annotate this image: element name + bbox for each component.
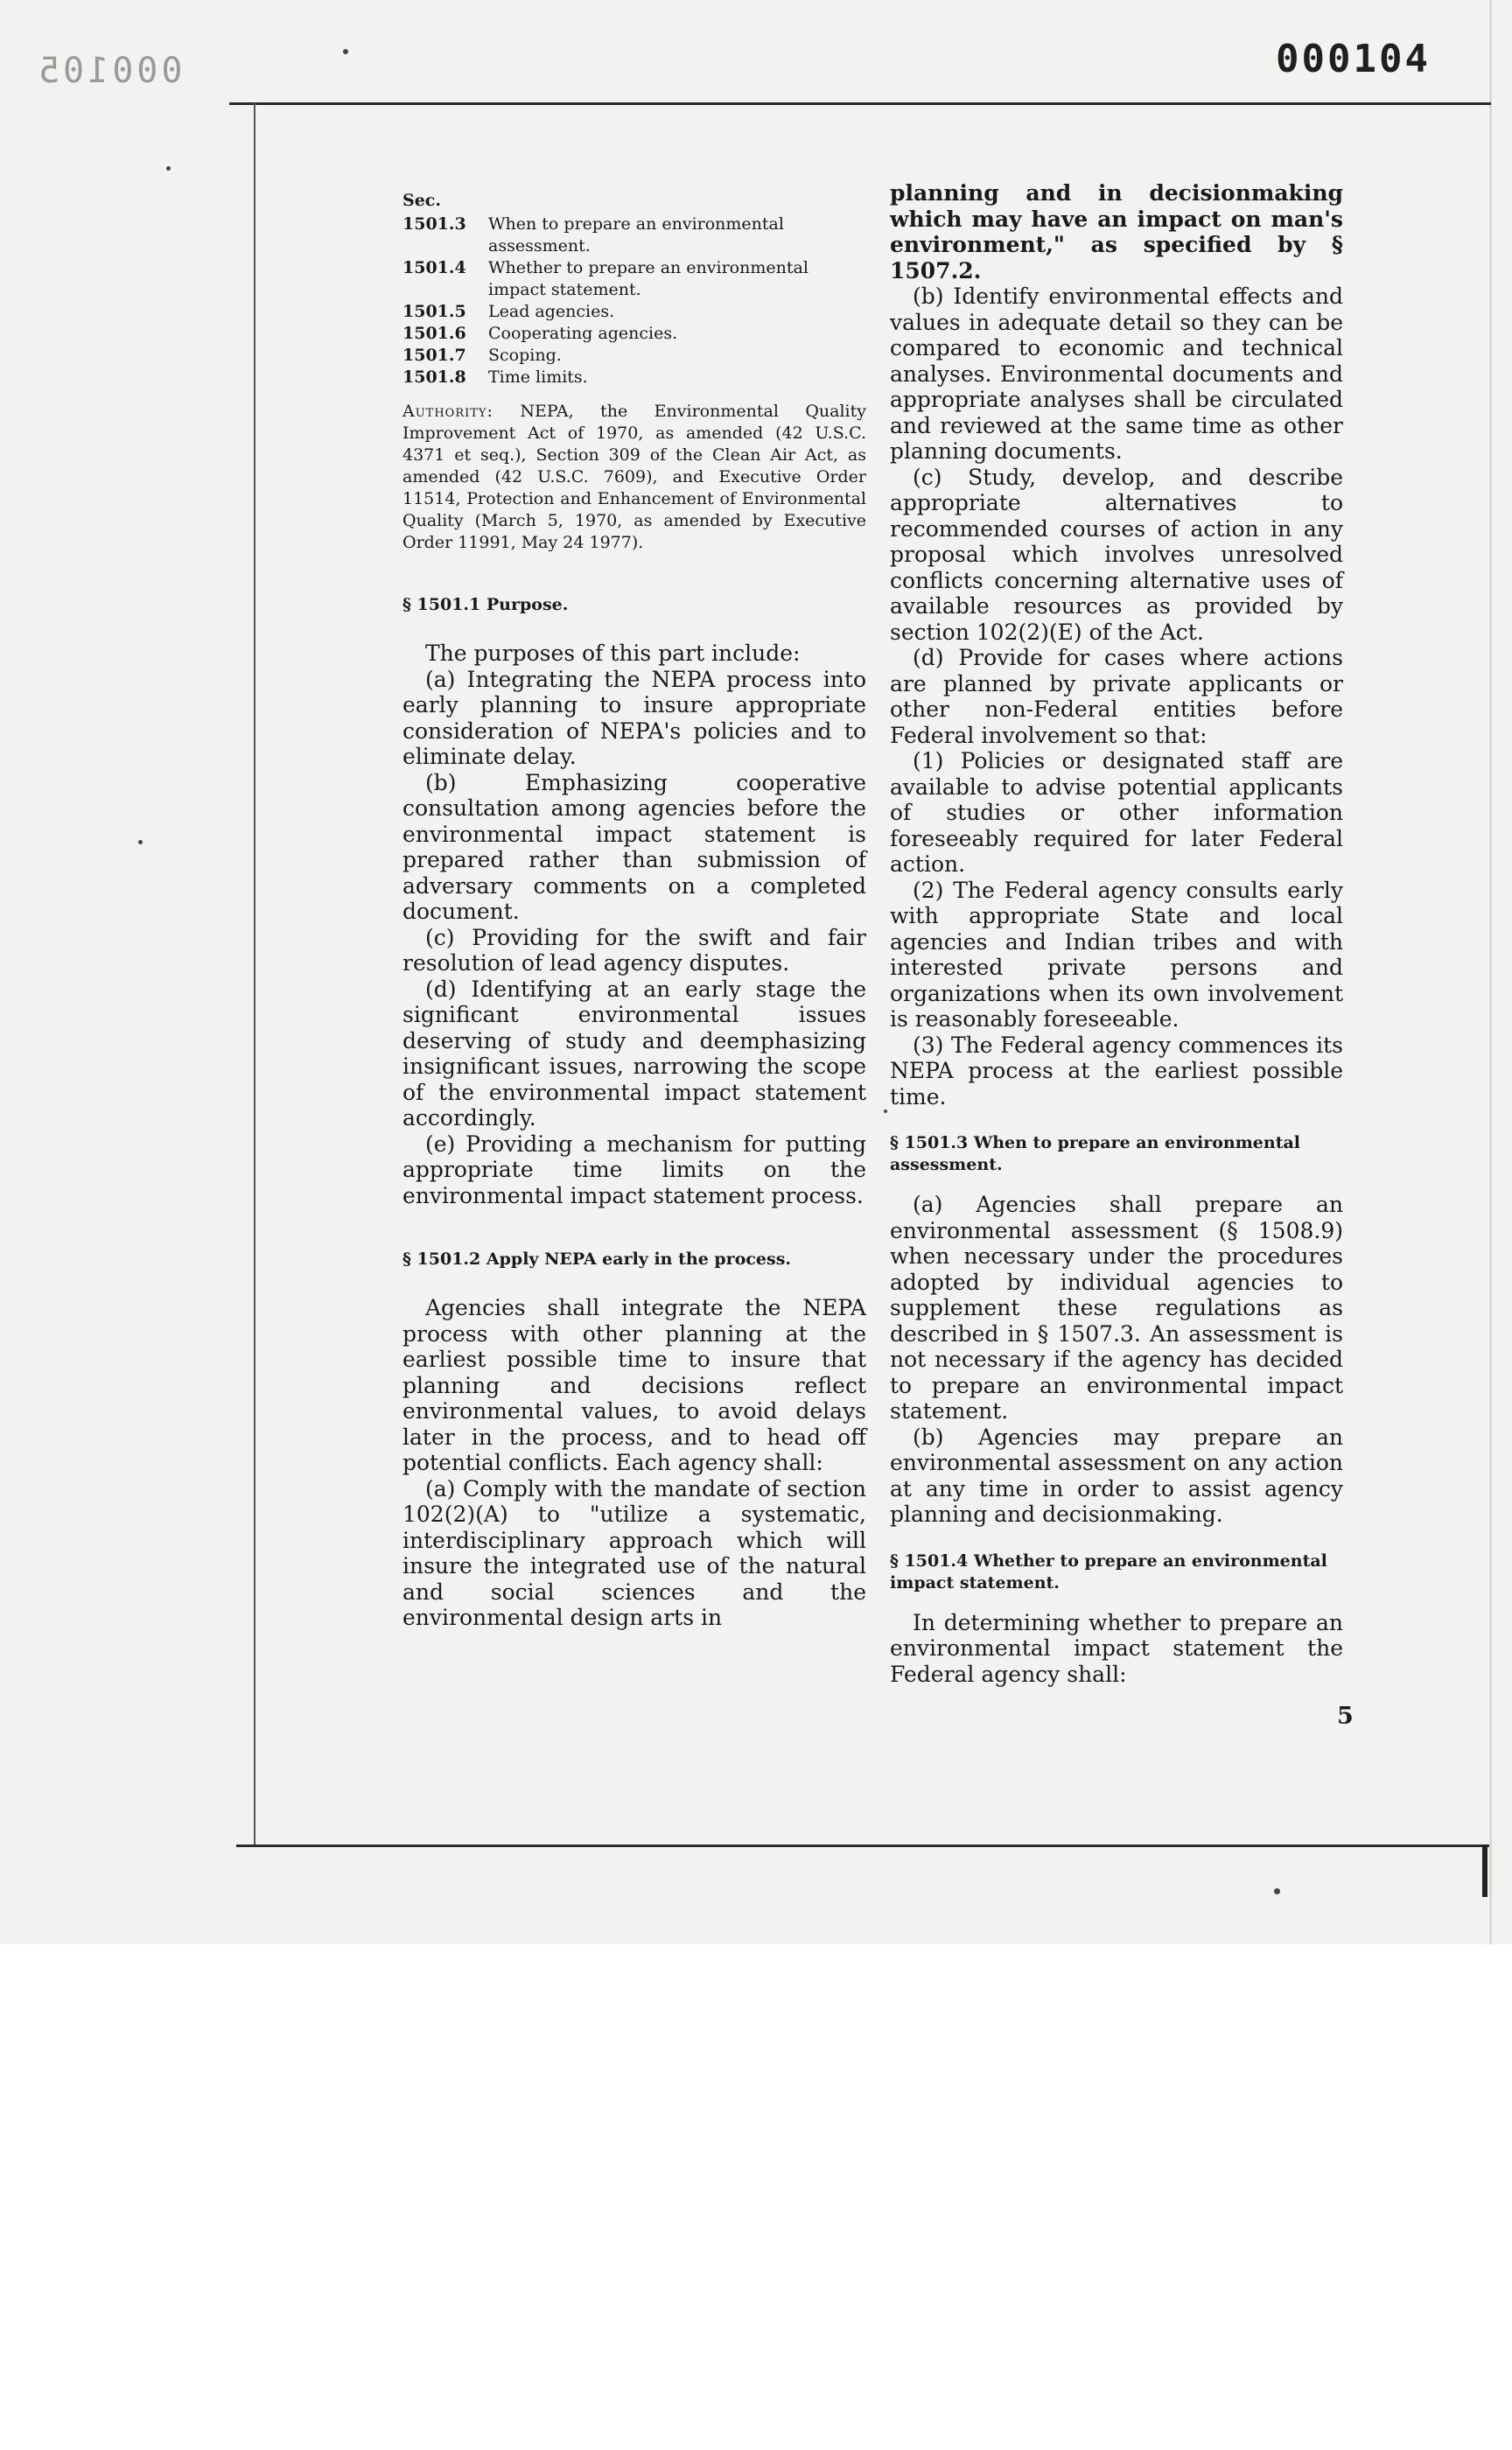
toc-entry-title: Scoping.: [488, 346, 562, 365]
paragraph: (a) Integrating the NEPA process into early planning to insure appropriate consideration of NEPA's policies and to eliminate delay.: [402, 666, 866, 769]
toc-heading: Sec.: [402, 191, 441, 210]
bates-stamp-number: 000104: [1276, 37, 1431, 81]
section-heading-1501-4: § 1501.4 Whether to prepare an environmental impact statement.: [890, 1550, 1327, 1592]
scan-speck: [343, 49, 348, 54]
toc-entry: [402, 345, 866, 367]
toc-entry: [402, 367, 866, 388]
toc-entry-title: Lead agencies.: [488, 302, 615, 321]
toc-entry-title: When to prepare an environmental assessment.: [488, 214, 784, 256]
scan-edge-shadow: [1489, 0, 1492, 1944]
section-heading-1501-3: § 1501.3 When to prepare an environmental assessment.: [890, 1133, 1301, 1174]
paragraph: (e) Providing a mechanism for putting appropriate time limits on the environmental impact statement process.: [402, 1130, 866, 1208]
paragraph: (b) Emphasizing cooperative consultation among agencies before the environmental impact statement is prepared rather than submission of adversary comments on a completed document.: [402, 769, 866, 924]
paragraph: (3) The Federal agency commences its NEPA process at the earliest possible time.: [890, 1032, 1343, 1110]
right-column: [890, 180, 1343, 1687]
scan-speck: [166, 166, 171, 171]
toc-entry-number: 1501.7: [402, 346, 466, 365]
section-heading-1501-2: § 1501.2 Apply NEPA early in the process.: [402, 1250, 792, 1269]
page-frame-corner-mark: [1482, 1844, 1488, 1897]
toc-entry: [402, 214, 866, 257]
toc-entry-number: 1501.3: [402, 214, 466, 234]
authority-text: NEPA, the Environmental Quality Improvement Act of 1970, as amended (42 U.S.C. 4371 et seq.), Section 309 of the Clean Air Act, as amended (42 U.S.C. 7609), and Executive Order 11514, Protection and Enhancement of Environmental Quality (March 5, 1970, as amended by Executive Order 11991, May 24 1977).: [402, 402, 866, 552]
paragraph: (d) Identifying at an early stage the significant environmental issues deserving of study and deemphasizing insignificant issues, narrowing the scope of the environmental impact statement accordingly.: [402, 976, 866, 1130]
scan-speck: [138, 840, 143, 844]
toc-entry: [402, 257, 866, 301]
toc-entry-number: 1501.6: [402, 324, 466, 343]
toc-entry-number: 1501.5: [402, 302, 466, 321]
page-frame-top-rule: [229, 102, 1491, 105]
authority-label: Authority:: [402, 402, 494, 421]
toc-entry-title: Whether to prepare an environmental impact statement.: [488, 258, 808, 299]
page-frame-left-rule: [254, 103, 256, 1844]
paragraph: In determining whether to prepare an environmental impact statement the Federal agency shall:: [890, 1609, 1343, 1687]
paragraph: (d) Provide for cases where actions are planned by private applicants or other non-Federal entities before Federal involvement so that:: [890, 645, 1343, 748]
paragraph: (a) Comply with the mandate of section 102(2)(A) to "utilize a systematic, interdisciplinary approach which will insure the integrated use of the natural and social sciences and the environmental design arts in: [402, 1475, 866, 1630]
paragraph: (b) Identify environmental effects and values in adequate detail so they can be compared to economic and technical analyses. Environmental documents and appropriate analyses shall be circulated and reviewed at the same time as other planning documents.: [890, 284, 1343, 464]
authority-note: [402, 401, 866, 554]
bleed-through-page-number: 000105: [35, 51, 183, 91]
paragraph: (c) Providing for the swift and fair resolution of lead agency disputes.: [402, 924, 866, 976]
toc-entry: [402, 301, 866, 323]
paragraph: The purposes of this part include:: [425, 640, 801, 666]
paragraph: (a) Agencies shall prepare an environmental assessment (§ 1508.9) when necessary under the procedures adopted by individual agencies to supplement these regulations as described in § 1507.3. An assessment is not necessary if the agency has decided to prepare an environmental impact statement.: [890, 1192, 1343, 1424]
toc-entry-number: 1501.8: [402, 368, 466, 387]
paragraph: Agencies shall integrate the NEPA process with other planning at the earliest possible time to insure that planning and decisions reflect environmental values, to avoid delays later in the process, and to head off potential conflicts. Each agency shall:: [402, 1295, 866, 1475]
continued-paragraph: planning and in decisionmaking which may have an impact on man's environment," as specified by § 1507.2.: [890, 180, 1343, 284]
toc-entry-number: 1501.4: [402, 258, 466, 277]
paragraph: (1) Policies or designated staff are available to advise potential applicants of studies or other information foreseeably required for later Federal action.: [890, 748, 1343, 877]
toc-entry-title: Cooperating agencies.: [488, 324, 678, 343]
toc-list: [402, 214, 866, 388]
left-column: [402, 191, 866, 1631]
toc-entry-title: Time limits.: [488, 368, 588, 387]
page-number: 5: [1337, 1703, 1354, 1730]
paragraph: (2) The Federal agency consults early with appropriate State and local agencies and Indian tribes and with interested private persons and organizations when its own involvement is reasonably foreseeable.: [890, 877, 1343, 1032]
paragraph: (c) Study, develop, and describe appropriate alternatives to recommended courses of action in any proposal which involves unresolved conflicts concerning alternative uses of available resources as provided by section 102(2)(E) of the Act.: [890, 464, 1343, 645]
toc-entry: [402, 323, 866, 345]
page-frame-bottom-rule: [236, 1844, 1489, 1847]
scan-speck: [884, 1110, 887, 1113]
scan-speck: [1274, 1888, 1280, 1894]
section-heading-1501-1: § 1501.1 Purpose.: [402, 595, 569, 614]
paragraph: (b) Agencies may prepare an environmental assessment on any action at any time in order to assist agency planning and decisionmaking.: [890, 1424, 1343, 1527]
